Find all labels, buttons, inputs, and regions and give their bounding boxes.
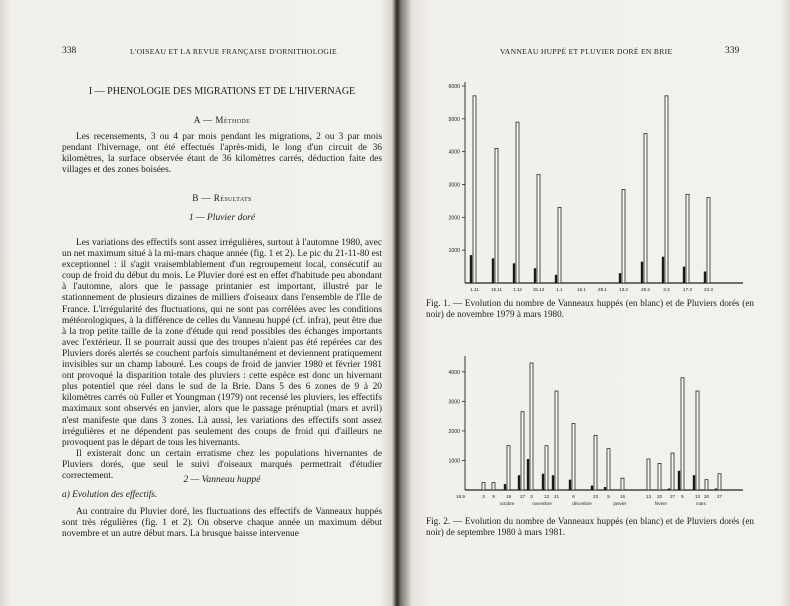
fig2-x-tick-label: 20 (703, 494, 710, 499)
fig2-bar-vanneau (671, 453, 674, 490)
figure-1-caption: Fig. 1. — Evolution du nombre de Vanneaux huppés (en blanc) et de Pluviers dorés (en noir) de novembre 1979 à mars 1980. (426, 298, 754, 319)
fig2-bar-pluvier (604, 487, 606, 490)
fig2-bar-pluvier (569, 480, 571, 490)
fig1-bar-vanneau (495, 148, 498, 283)
fig1-bar-vanneau (516, 122, 519, 283)
fig2-bar-pluvier (518, 475, 520, 490)
fig2-bar-vanneau (607, 449, 610, 490)
fig2-bar-pluvier (552, 475, 554, 490)
fig2-month-label: mars (696, 501, 706, 506)
fig1-bar-pluvier (513, 263, 515, 283)
fig1-x-tick-label: 1.12 (513, 287, 522, 292)
fig1-bar-vanneau (473, 96, 476, 283)
fig1-x-tick-label: 3.3 (663, 287, 670, 292)
fig2-bar-vanneau (482, 483, 485, 490)
fig2-y-tick-label: 4000 (448, 369, 460, 376)
fig2-month-label: octobre (499, 501, 515, 506)
fig1-bar-vanneau (644, 134, 647, 283)
fig1-y-tick-label: 6000 (448, 84, 460, 90)
fig2-x-tick-label: 23 (592, 494, 599, 499)
fig2-bar-vanneau (594, 435, 597, 490)
fig1-x-tick-label: 29.1 (598, 287, 607, 292)
fig2-x-tick-label: 27 (669, 494, 676, 499)
fig2-bar-vanneau (555, 391, 558, 490)
fig1-x-tick-label: 17.3 (683, 287, 692, 292)
subheading-methode: A — Méthode (193, 115, 251, 125)
fig2-bar-vanneau (718, 474, 721, 490)
fig2-y-tick-label: 2000 (448, 428, 460, 435)
methode-paragraph (62, 132, 382, 176)
fig2-bar-pluvier (591, 486, 593, 490)
fig2-x-tick-label: 9 (492, 494, 495, 499)
subheading-resultats: B — Résultats (192, 193, 252, 203)
fig1-x-tick-label: 13.2 (619, 287, 628, 292)
fig1-bar-vanneau (665, 96, 668, 283)
fig1-y-tick-label: 2000 (448, 215, 460, 222)
fig1-y-tick-label: 1000 (448, 248, 460, 255)
fig2-bar-vanneau (572, 424, 575, 490)
fig1-bar-pluvier (641, 262, 643, 283)
fig1-bar-vanneau (686, 194, 689, 283)
fig2-bar-pluvier (678, 471, 680, 490)
fig2-bar-pluvier (542, 474, 544, 490)
fig2-y-tick-label: 3000 (448, 399, 460, 406)
fig1-x-tick-label: 15.1 (577, 287, 586, 292)
fig2-x-tick-label: 3 (530, 494, 533, 499)
right-page-number: 339 (725, 46, 740, 56)
fig2-x-tick-label: 27 (716, 494, 723, 499)
fig2-bar-vanneau (507, 446, 510, 490)
fig2-x-tick-label: 5 (681, 494, 684, 499)
figure-1-chart (425, 76, 755, 298)
fig1-bar-vanneau (558, 207, 561, 283)
fig2-month-label: janvier (613, 501, 627, 506)
fig2-x-tick-label: 13 (543, 494, 550, 499)
resultats-paragraph-2: Il existerait donc un certain erratisme chez les populations hivernantes de Pluviers dorés, que seul le suivi d'oiseaux marqués permettrait d'étudier correctement. (62, 448, 382, 481)
fig2-x-tick-label: 27 (519, 494, 526, 499)
fig2-bar-vanneau (647, 459, 650, 490)
fig1-y-tick-label: 4000 (448, 149, 460, 156)
figure-2-chart (425, 348, 755, 516)
subheading-evolution: a) Evolution des effectifs. (62, 490, 158, 500)
right-running-head: VANNEAU HUPPÉ ET PLUVIER DORÉ EN BRIE (500, 47, 673, 56)
subheading-pluvier: 1 — Pluvier doré (188, 212, 256, 223)
fig2-bar-vanneau (681, 378, 684, 490)
fig2-x-tick-label: 6 (572, 494, 575, 499)
fig1-y-tick-label: 5000 (448, 116, 460, 123)
fig2-bar-pluvier (527, 459, 529, 490)
fig2-bar-pluvier (504, 484, 506, 490)
fig1-bar-pluvier (470, 255, 472, 283)
fig2-y-tick-label: 1000 (448, 458, 460, 465)
fig1-bar-pluvier (534, 268, 536, 283)
section-heading: I — PHENOLOGIE DES MIGRATIONS ET DE L'HIVERNAGE (88, 86, 356, 97)
fig1-bar-pluvier (704, 272, 706, 283)
subheading-vanneau: 2 — Vanneau huppé (183, 474, 261, 485)
fig1-x-tick-label: 15.11 (490, 287, 503, 292)
fig2-bar-vanneau (696, 391, 699, 490)
fig2-month-label: novembre (532, 501, 552, 506)
fig2-bar-pluvier (668, 489, 670, 490)
fig2-bar-pluvier (693, 475, 695, 490)
left-page-number: 338 (62, 46, 77, 56)
fig1-x-tick-label: 1.11 (470, 287, 479, 292)
fig2-bar-vanneau (545, 446, 548, 490)
fig1-x-tick-label: 25.2 (641, 287, 650, 292)
figure-2-caption: Fig. 2. — Evolution du nombre de Vanneaux huppés (en blanc) et de Pluviers dorés (en noir) de septembre 1980 à mars 1981. (426, 516, 754, 537)
right-page (400, 0, 790, 606)
fig1-bar-vanneau (707, 198, 710, 283)
vanneau-text (62, 507, 382, 540)
fig2-bar-vanneau (492, 483, 495, 490)
fig1-y-tick-label: 3000 (448, 182, 460, 189)
fig2-bar-vanneau (521, 412, 524, 490)
fig2-bar-vanneau (530, 363, 533, 490)
fig1-bar-vanneau (622, 189, 625, 283)
fig2-x-tick-label: 13 (694, 494, 701, 499)
fig2-x-tick-label: 5 (607, 494, 610, 499)
fig2-x-tick-label: 19 (505, 494, 512, 499)
fig2-bar-vanneau (621, 478, 624, 490)
left-running-head: L'OISEAU ET LA REVUE FRANÇAISE D'ORNITHOLOGIE (130, 47, 337, 56)
fig2-bar-vanneau (658, 463, 661, 490)
fig1-x-tick-label: 15.12 (532, 287, 545, 292)
resultats-paragraph-1: Les variations des effectifs sont assez irrégulières, surtout à l'automne 1980, avec un net maximum situé à la mi-mars chaque année (fig. 1 et 2). Le pic du 21-11-80 est exceptionnel : il s'agit vraisemblablement d'un regroupement local, consécutif au coup de froid du début du mois. Le Pluvier doré est en effet d'habitude peu abondant à l'automne, alors que le passage printanier est important, illustré par le stationnement de plusieurs dizaines de milliers d'oiseaux dans l'ensemble de l'Ile de France. L'irrégularité des fluctuations, qui ne sont pas corrélées avec les conditions météorologiques, à la différence de celles du Vanneau huppé (cf. infra), peut être due à la trop petite taille de la zone d'étude qui rend possibles des échanges importants avec l'extérieur. Il se pourrait aussi que des troupes n'aient pas été repérées car des Pluviers dorés alertés se couchent parfois simultanément et deviennent pratiquement invisibles sur un champ labouré. Les coups de froid de janvier 1980 et février 1981 ont provoqué la disparition totale des pluviers : cette espèce est donc un hivernant plus potentiel que réel dans le sud de la Brie. Dans 5 des 6 zones de 9 à 20 kilomètres carrés où Fuller et Youngman (1979) ont recensé les pluviers, les effectifs maximaux sont observés en janvier, alors que le passage prénuptial (mars et avril) n'est manifeste que dans 3 zones. Là aussi, les variations des effectifs sont assez irrégulières et ne dépendent pas seulement des coups de froid qui d'ailleurs ne provoquent pas le départ de tous les hivernants. (62, 238, 382, 448)
fig2-x-tick-label: 16.9 (456, 494, 465, 499)
fig2-x-tick-label: 3 (482, 494, 485, 499)
fig1-bar-pluvier (662, 257, 664, 283)
fig2-x-tick-label: 13 (645, 494, 652, 499)
fig2-month-label: février (654, 501, 668, 506)
fig2-x-tick-label: 21 (553, 494, 560, 499)
fig2-bar-pluvier (715, 489, 717, 490)
fig1-bar-vanneau (537, 175, 540, 283)
fig1-bar-pluvier (619, 273, 621, 283)
fig2-bar-vanneau (705, 480, 708, 490)
fig1-bar-pluvier (683, 267, 685, 283)
fig1-bar-pluvier (555, 275, 557, 283)
fig1-bar-pluvier (492, 258, 494, 283)
vanneau-paragraph-1: Au contraire du Pluvier doré, les fluctuations des effectifs de Vanneaux huppés sont très régulières (fig. 1 et 2). On observe chaque année un maximum début novembre et un autre début mars. La brusque baisse intervenue (62, 507, 382, 540)
methode-text: Les recensements, 3 ou 4 par mois pendant les migrations, 2 ou 3 par mois pendant l'hivernage, ont été effectués l'après-midi, le long d'un circuit de 36 kilomètres, la surface observée étant de 36 kilomètres carrés, déduction faite des villages et des zones boisées. (62, 132, 382, 176)
fig1-x-tick-label: 24.3 (704, 287, 713, 292)
fig2-x-tick-label: 20 (656, 494, 663, 499)
resultats-text (62, 238, 382, 482)
fig1-x-tick-label: 1.1 (556, 287, 563, 292)
fig2-month-label: décembre (572, 501, 592, 506)
fig2-x-tick-label: 16 (619, 494, 626, 499)
